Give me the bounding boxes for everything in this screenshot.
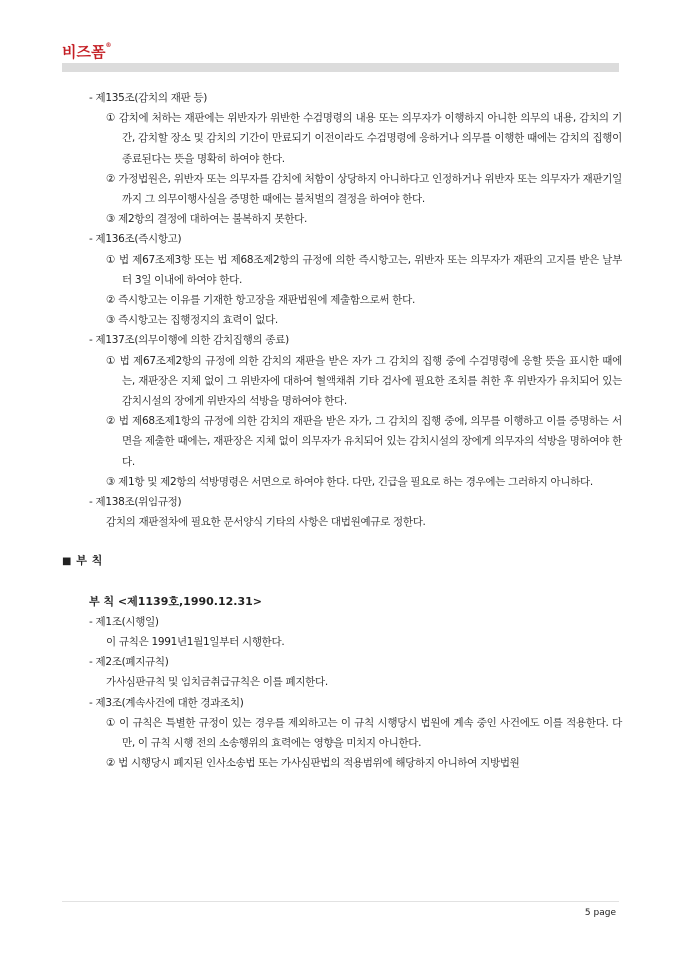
article-138-title: - 제138조(위임규정) xyxy=(89,496,182,509)
supplement-subheading: 부 칙 <제1139호,1990.12.31> xyxy=(89,594,262,608)
article-135-paragraph-3: ③ 제2항의 결정에 대하여는 불복하지 못한다. xyxy=(106,213,308,226)
article-137-paragraph-3: ③ 제1항 및 제2항의 석방명령은 서면으로 하여야 한다. 다만, 긴급을 필요로 하는 경우에는 그러하지 아니하다. xyxy=(106,475,593,488)
square-bullet-icon: ■ xyxy=(62,556,72,568)
footer-divider xyxy=(62,901,619,902)
article-136-paragraph-2: ② 즉시항고는 이유를 기재한 항고장을 재판법원에 제출함으로써 한다. xyxy=(106,294,416,307)
supplement-article-1-text: 이 규칙은 1991년1월1일부터 시행한다. xyxy=(106,636,285,649)
article-135-paragraph-1: ① 감치에 처하는 재판에는 위반자가 위반한 수검명령의 내용 또는 의무자가 이행하지 아니한 의무의 내용, 감치의 기간, 감치할 장소 및 감치의 기간이 만료되기 이전이라도 수검명령에 응하거나 의무를 이행한 때에는 감치의 집행이 종료된다는 뜻을 명확히 하여야 한다. xyxy=(106,112,622,165)
document-body xyxy=(62,88,622,774)
bizform-logo: 비즈폼® xyxy=(62,42,112,61)
header-bar xyxy=(62,63,619,72)
supplement-article-2-title: - 제2조(폐지규칙) xyxy=(89,656,169,669)
article-138-text: 감치의 재판절차에 필요한 문서양식 기타의 사항은 대법원예규로 정한다. xyxy=(106,516,426,529)
supplement-article-1-title: - 제1조(시행일) xyxy=(89,615,159,628)
article-136-paragraph-3: ③ 즉시항고는 집행정지의 효력이 없다. xyxy=(106,314,278,327)
article-137-paragraph-1: ① 법 제67조제2항의 규정에 의한 감치의 재판을 받은 자가 그 감치의 집행 중에 수검명령에 응할 뜻을 표시한 때에는, 재판장은 지체 없이 그 위반자에 대하여 혈액채취 기타 검사에 필요한 조치를 취한 후 위반자가 유치되어 있는 감치시설의 장에게 위반자의 석방을 명하여야 한다. xyxy=(106,354,622,408)
article-137-title: - 제137조(의무이행에 의한 감치집행의 종료) xyxy=(89,334,289,347)
supplement-article-3-paragraph-1: ① 이 규칙은 특별한 규정이 있는 경우를 제외하고는 이 규칙 시행당시 법원에 계속 중인 사건에도 이를 적용한다. 다만, 이 규칙 시행 전의 소송행위의 효력에는 영향을 미치지 아니한다. xyxy=(106,716,622,750)
supplement-heading: ■ 부 칙 xyxy=(62,554,103,568)
supplement-article-2-text: 가사심판규칙 및 임치금취급규칙은 이를 폐지한다. xyxy=(106,676,328,689)
article-136-title: - 제136조(즉시항고) xyxy=(89,233,182,246)
article-137-paragraph-2: ② 법 제68조제1항의 규정에 의한 감치의 재판을 받은 자가, 그 감치의 집행 중에, 의무를 이행하고 이를 증명하는 서면을 제출한 때에는, 재판장은 지체 없이 의무자가 유치되어 있는 감치시설의 장에게 의무자의 석방을 명하여야 한다. xyxy=(106,415,622,468)
article-135-title: - 제135조(감치의 재판 등) xyxy=(89,92,208,104)
supplement-article-3-title: - 제3조(계속사건에 대한 경과조치) xyxy=(89,696,244,709)
article-135-paragraph-2: ② 가정법원은, 위반자 또는 의무자를 감치에 처함이 상당하지 아니하다고 인정하거나 위반자 또는 의무자가 재판기일까지 그 의무이행사실을 증명한 때에는 불처벌의 결정을 하여야 한다. xyxy=(106,172,622,206)
page-number: 5 page xyxy=(584,908,616,918)
supplement-article-3-paragraph-2: ② 법 시행당시 폐지된 인사소송법 또는 가사심판법의 적용범위에 해당하지 아니하여 지방법원 xyxy=(106,757,520,770)
article-136-paragraph-1: ① 법 제67조제3항 또는 법 제68조제2항의 규정에 의한 즉시항고는, 위반자 또는 의무자가 재판의 고지를 받은 날부터 3일 이내에 하여야 한다. xyxy=(106,253,622,286)
